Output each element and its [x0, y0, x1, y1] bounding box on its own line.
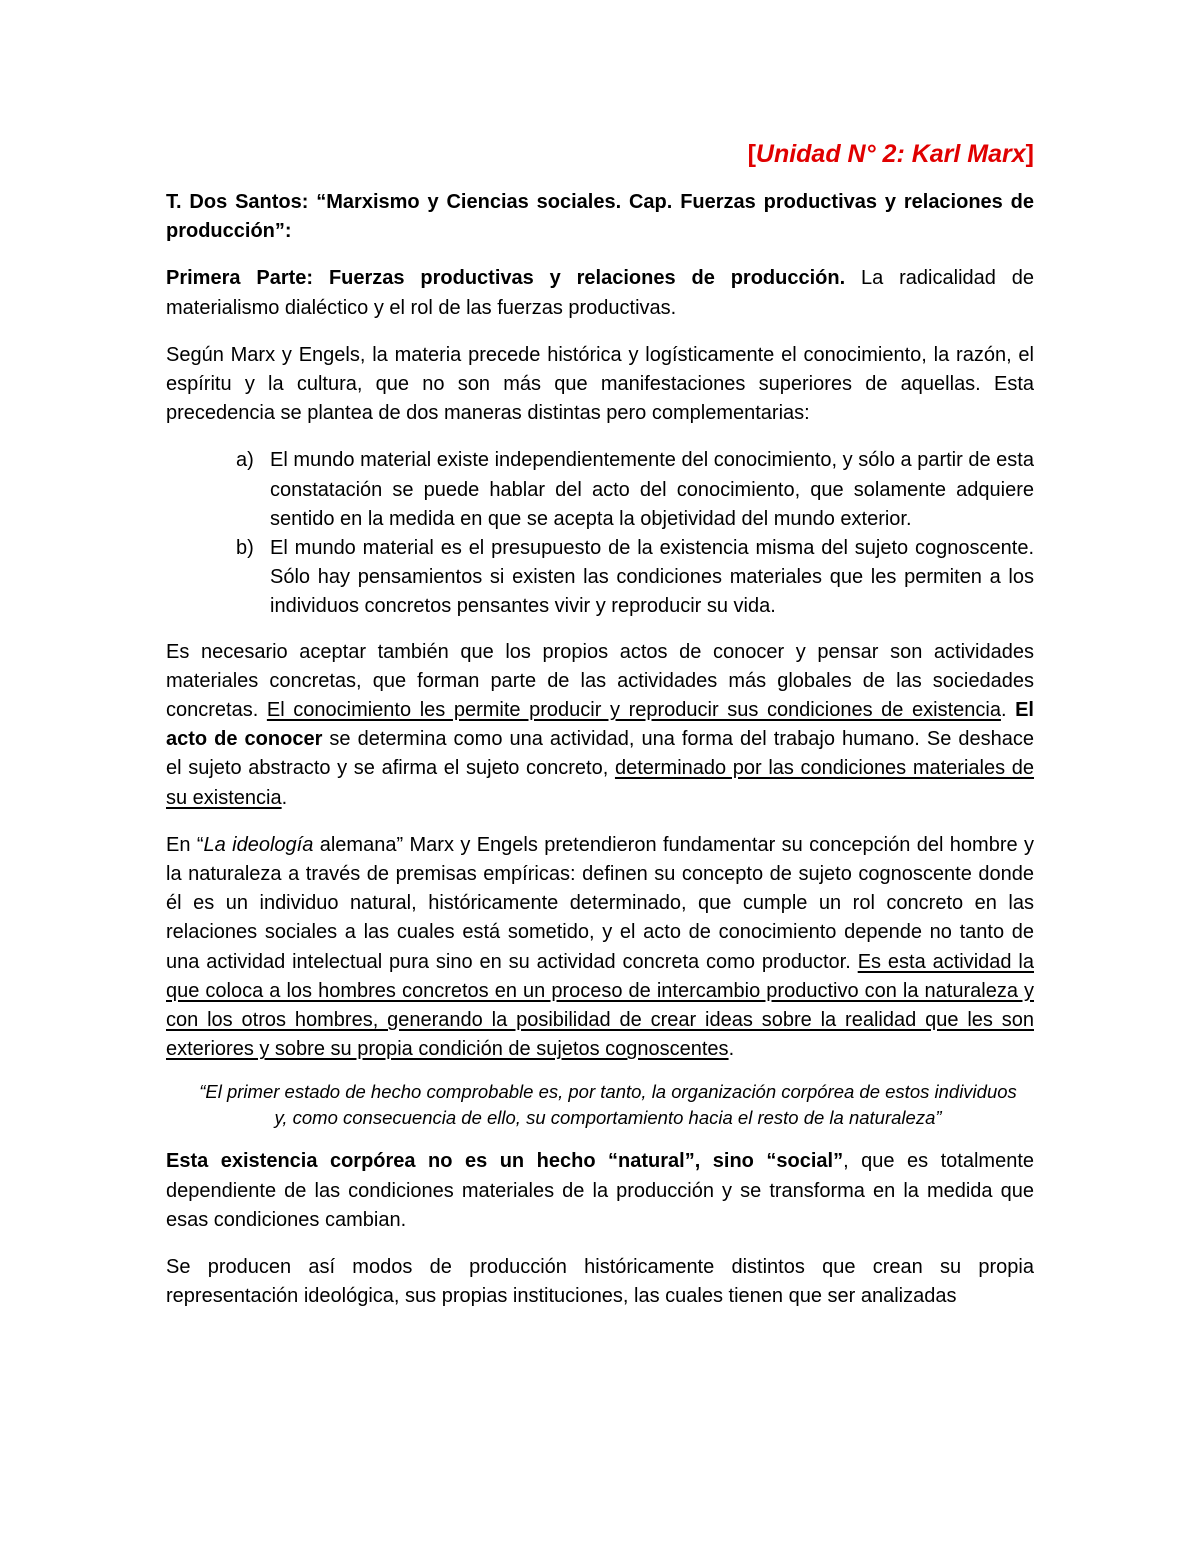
- paragraph-ideologia: [166, 831, 1034, 1065]
- paragraph-modos-produccion: Se producen así modos de producción históricamente distintos que crean su propia representación ideológica, sus propias instituciones, las cuales tienen que ser analizadas: [166, 1256, 1034, 1308]
- italic-title: La ideología: [203, 833, 314, 856]
- paragraph-conocer-text: se determina como una actividad, una forma del trabajo humano. Se deshace el sujeto abstracto y se afirma el sujeto concreto,: [166, 728, 1034, 780]
- header-open-bracket: [: [747, 140, 756, 168]
- paragraph-precedencia: Según Marx y Engels, la materia precede histórica y logísticamente el conocimiento, la razón, el espíritu y la cultura, que no son más que manifestaciones superiores de aquellas. Esta precedencia se plantea de dos maneras distintas pero complementarias:: [166, 343, 1034, 425]
- block-quote: “El primer estado de hecho comprobable es, por tanto, la organización corpórea de estos individuos y, como consecuencia de ello, su comportamiento hacia el resto de la naturaleza”: [199, 1081, 1017, 1129]
- punctuation: .: [1000, 699, 1016, 722]
- list-marker: a): [236, 449, 254, 472]
- list-item: [236, 534, 1034, 622]
- section-one-heading: Primera Parte: Fuerzas productivas y relaciones de producción.: [166, 267, 846, 290]
- underlined-phrase: determinado por las condiciones materiales de su existencia: [166, 757, 1034, 809]
- header-close-bracket: ]: [1025, 140, 1034, 168]
- punctuation: .: [281, 786, 288, 809]
- list-item-text: El mundo material existe independientemente del conocimiento, y sólo a partir de esta constatación se puede hablar del acto del conocimiento, que solamente adquiere sentido en la medida en que se acepta la objetividad del mundo exterior.: [270, 449, 1034, 530]
- document-page: [166, 0, 1034, 1553]
- bold-phrase: Esta existencia corpórea no es un hecho “natural”, sino “social”: [166, 1150, 844, 1173]
- list-item: [236, 446, 1034, 534]
- punctuation: .: [728, 1038, 735, 1061]
- paragraph-existencia-text: , que es totalmente dependiente de las condiciones materiales de la producción y se transforma en la medida que esas condiciones cambian.: [166, 1150, 1034, 1231]
- paragraph-existencia: [166, 1147, 1034, 1235]
- list-marker: b): [236, 537, 254, 560]
- paragraph-ideologia-text: alemana” Marx y Engels pretendieron fundamentar su concepción del hombre y la naturaleza a través de premisas empíricas: definen su concepto de sujeto cognoscente donde él es un individuo natural, históricamente determinado, que cumple un rol concreto en las relaciones sociales a las cuales está sometido, y el acto de conocimiento depende no tanto de una actividad intelectual pura sino en su actividad concreta como productor.: [166, 833, 1034, 973]
- document-body: [166, 188, 1034, 1312]
- paragraph-conocer: [166, 638, 1034, 813]
- header-unit-title: Unidad N° 2: Karl Marx: [755, 140, 1026, 168]
- bold-phrase: El acto de conocer: [166, 699, 1034, 751]
- underlined-phrase: Es esta actividad la que coloca a los hombres concretos en un proceso de intercambio productivo con la naturaleza y con los otros hombres, generando la posibilidad de crear ideas sobre la realidad que les son exteriores y sobre su propia condición de sujetos cognoscentes: [166, 950, 1034, 1061]
- precedence-list: [166, 446, 1034, 621]
- paragraph-ideologia-text: En “: [166, 833, 204, 856]
- list-item-text: El mundo material es el presupuesto de la existencia misma del sujeto cognoscente. Sólo hay pensamientos si existen las condiciones materiales que les permiten a los individuos concretos pensantes vivir y reproducir su vida.: [270, 537, 1034, 618]
- unit-header: [748, 134, 1034, 174]
- section-one-paragraph: [166, 264, 1034, 322]
- underlined-phrase: El conocimiento les permite producir y reproducir sus condiciones de existencia: [266, 699, 1001, 722]
- section-one-text: La radicalidad de materialismo dialéctico y el rol de las fuerzas productivas.: [166, 267, 1035, 319]
- document-title: T. Dos Santos: “Marxismo y Ciencias sociales. Cap. Fuerzas productivas y relaciones de producción”:: [166, 191, 1034, 243]
- paragraph-conocer-text: Es necesario aceptar también que los propios actos de conocer y pensar son actividades materiales concretas, que forman parte de las actividades más globales de las sociedades concretas.: [166, 640, 1034, 722]
